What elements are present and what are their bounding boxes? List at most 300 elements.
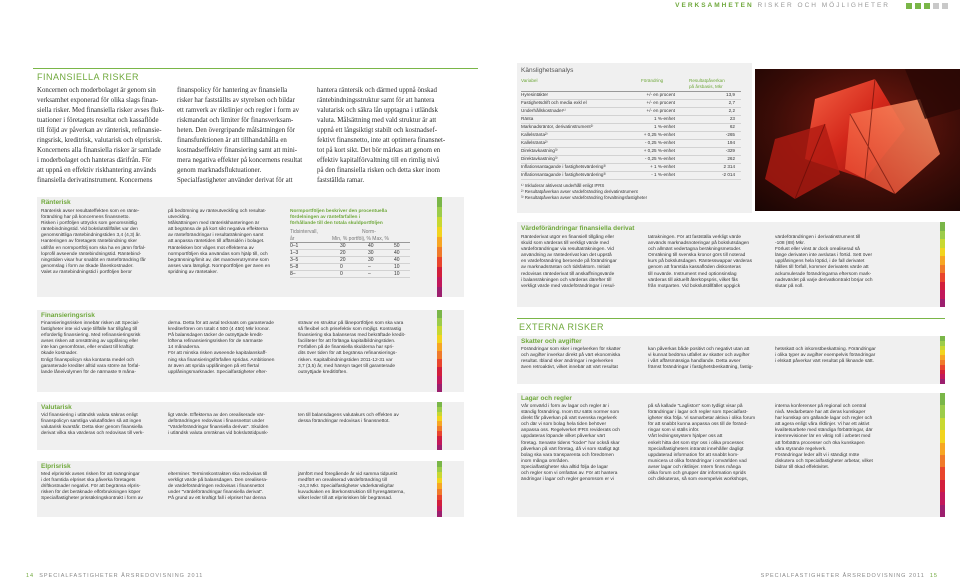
section-rule	[33, 68, 478, 69]
text-line: Förlust eller vinst är dock orealiserad så	[775, 247, 860, 253]
norm-table-cell: 20	[340, 257, 346, 263]
text-line: bidrar till ökad effektivitet.	[775, 464, 830, 470]
text-line: -24,3 Mkr. Specialfastigheter väderkänslig/tar	[298, 484, 394, 490]
risk-scale-segment	[940, 379, 945, 384]
text-line: kuvudsaken en återkonstruktion till hyresgästerna,	[298, 490, 405, 496]
text-line: "Värdeförändringar finansiella derivat". Skulden	[168, 425, 269, 431]
page-number: 14	[26, 573, 35, 579]
norm-table-cell: 0	[340, 271, 343, 277]
page-number: 15	[929, 573, 938, 579]
text-line: derivat vilka ska värderas och redovisas till verk-	[41, 431, 144, 437]
text-line: Risken i portföljen uttrycks som genomsnittlig	[41, 221, 137, 227]
text-line: upplåningens hela löptid, i de fall derivatet	[775, 259, 865, 265]
text-line: finansfunktionen är att tillhandahålla en	[177, 137, 287, 144]
text-line: utveckling.	[168, 215, 191, 221]
text-line: ökade kostnader.	[41, 351, 78, 357]
risk-scale-segment	[437, 310, 442, 318]
section-title: FINANSIELLA RISKER	[37, 72, 140, 82]
text-line: ett ramverk av riktlinjer och regler i form av	[177, 107, 300, 114]
risk-scale-segment	[940, 248, 945, 257]
risk-scale-segment	[437, 277, 442, 287]
norm-table-cell: 5–8	[290, 264, 299, 270]
risk-scale-segment	[940, 299, 945, 308]
risk-scale-segment	[940, 467, 945, 479]
risk-scale-bar	[940, 393, 945, 517]
text-line: Specialfastigheter ska alltid följa de lagar	[521, 464, 608, 470]
text-line: verkligt värde med värdeförändringar i resul-	[521, 283, 616, 289]
sensitivity-cell: +/- en procent	[646, 108, 675, 113]
text-line: loprofil avseende räntebindningstid. Räntebind-	[41, 251, 142, 257]
sensitivity-row	[521, 172, 741, 180]
text-line: deförändringen redovisas i finansnettot under	[168, 419, 265, 425]
footer-left	[26, 573, 203, 579]
sensitivity-cell: Inflationsantagande i fastighetsvärdering³⁾	[521, 172, 607, 177]
footer-title: SPECIALFASTIGHETER ÅRSREDOVISNING 2011	[760, 573, 925, 579]
sensitivity-row	[521, 108, 741, 116]
skatter-col-2	[648, 347, 783, 371]
text-line: För att minska risken avseende kapitalanskaff-	[168, 351, 267, 357]
text-line: Valet av räntebindningstid i portföljen beror	[41, 269, 132, 275]
sensitivity-cell: Fastighetsdrift och media exkl el	[521, 100, 587, 105]
text-line: kan påverkas både positivt och negativt utan att	[648, 347, 750, 352]
risk-scale-segment	[940, 443, 945, 455]
text-line: anses vara lämpligt. Normportföljen ger även en	[168, 263, 271, 269]
vardeforandringar-col-3	[775, 235, 915, 290]
text-line: förändring har på koncernens finansnetto.	[41, 215, 130, 221]
text-line: värderas till aktuellt återköpspris, vilket fås	[648, 277, 738, 283]
risk-scale-bar	[940, 222, 945, 307]
text-line: och avgifter inverkar direkt på värt ekonomiska	[521, 353, 621, 359]
text-line: risken för det beräknade elförbrukningen köper	[41, 490, 141, 496]
lagar-title: Lagar och regler	[521, 395, 572, 402]
text-line: valutarisk kvarstår. Detta sker genom finansiella	[41, 425, 143, 431]
sensitivity-cell: -265	[725, 132, 735, 137]
text-line: våra styrande regelverk.	[775, 446, 827, 452]
text-line: hålles till förfall, kommer derivatets värde att	[775, 265, 869, 271]
norm-table	[290, 229, 410, 278]
ranterisk-col-1	[41, 209, 171, 276]
intro-col-2	[177, 86, 327, 186]
sensitivity-cell: Hyresintäkter	[521, 92, 549, 97]
text-line: till följd av påverkan av ränterisk, refinansie-	[37, 127, 162, 134]
sensitivity-cell: -329	[725, 148, 735, 153]
text-line: Vårt ledningssystem hjälper oss att	[648, 434, 723, 440]
sensitivity-cell: 2,2	[728, 108, 735, 113]
text-line: av ränteförändringar i resultaträkningen samt	[168, 233, 264, 239]
sensitivity-cell: Direktavkastning³⁾	[521, 156, 558, 161]
text-line: Vid finansiering i utländsk valuta säkras enligt	[41, 413, 138, 418]
text-line: är även att sprida upplåningen på ett flertal	[168, 363, 259, 369]
col-head-resultat: på årsbasis, Mkr	[689, 84, 723, 89]
risk-scale-segment	[437, 359, 442, 367]
text-line: Specialfastigheter prissäkringskontrakt i form av	[41, 496, 143, 502]
text-line: internrevisioner lär en viktig roll i arbetet med	[775, 434, 871, 440]
text-line: från motparten. Vid bokslutstillfället uppgick	[648, 283, 741, 289]
sensitivity-cell: 62	[729, 124, 735, 129]
norm-heading-line: Normportföljen beskriver den procentuella	[290, 209, 388, 214]
text-line: normportföljen ska användas som hjälp till, och	[168, 251, 268, 257]
text-line: medfört en orealiserad värdeförändring till	[298, 478, 387, 484]
text-line: finansiella derivatinstrument. Koncernens	[37, 177, 153, 184]
text-line: Räntederivat utgör en finansiell tillgång eller	[521, 235, 615, 240]
text-line: resultat. Ibland sker ändringar i regelverken	[521, 359, 614, 365]
risk-scale-bar	[437, 310, 442, 392]
text-line: direkt får påverkan på värt svenska regelverk	[521, 416, 617, 422]
text-line: genom att framtida kassaflöden diskonteras	[648, 265, 741, 271]
text-line: avses risken att omsättning av upplåning eller	[41, 339, 139, 345]
text-line: Specialfastigheters intranät innehåller dagligt	[648, 446, 744, 452]
risk-scale-segment	[437, 326, 442, 334]
sensitivity-title: Känslighetsanalys	[521, 67, 574, 74]
text-line: mera negativa effekter på koncernens resultat	[177, 157, 303, 164]
norm-table-cell: 8–	[290, 271, 296, 277]
finansieringsrisk-col-2	[168, 321, 298, 376]
ranterisk-title: Ränterisk	[41, 199, 71, 206]
text-line: elterminer. Terminskontrakten ska redovisas till	[168, 472, 268, 477]
valutarisk-col-1	[41, 413, 171, 437]
lagar-col-1	[521, 404, 651, 483]
text-line: kostnadseffektiv finansiering samt att mini-	[177, 147, 298, 154]
elprisrisk-col-3	[298, 472, 433, 502]
risk-scale-segment	[940, 480, 945, 492]
text-line: vilket leder till att elprisrisken blir begränsad.	[298, 496, 393, 502]
norm-table-cell: 1–3	[290, 250, 299, 256]
text-line: ligt värde. Effekterna av den orealiserade vär-	[168, 413, 265, 418]
footer-title: SPECIALFASTIGHETER ÅRSREDOVISNING 2011	[39, 573, 204, 579]
sensitivity-cell: 1 %-enhet	[654, 124, 675, 129]
sensitivity-cell: Kallelsränta²⁾	[521, 140, 548, 145]
sensitivity-row	[521, 116, 741, 124]
text-line: fektivt finansnetto, inte att optimera finansnet-	[317, 137, 446, 144]
sensitivity-cell: + 1 %-enhet	[650, 164, 675, 169]
text-line: risken. Kapitalbindningstiden 2011-12-31 var	[298, 357, 393, 363]
risk-scale-segment	[437, 267, 442, 277]
text-line: Vår omvärld i form av lagar och regler är i	[521, 404, 610, 409]
text-line: förändringar i lagar och regler som Specialfast-	[648, 410, 748, 416]
text-line: enkelt hitta det som styr oss i olika processer.	[648, 440, 745, 446]
risk-scale-segment	[437, 257, 442, 267]
risk-scale-segment	[940, 290, 945, 299]
norm-table-cell: 40	[394, 257, 400, 263]
intro-col-3	[317, 86, 467, 186]
sensitivity-cell: - 0,25 %-enhet	[644, 156, 675, 161]
text-line: hantera räntersik och därmed uppnå önskad	[317, 87, 437, 94]
norm-col-head: Tidsintervall,	[290, 229, 318, 235]
text-line: tot på kort sikt. Det bör märkas att genom en	[317, 147, 441, 154]
sensitivity-cell: +/- en procent	[646, 100, 675, 105]
risk-scale-bar	[940, 336, 945, 384]
skatter-col-1	[521, 347, 651, 371]
norm-table-cell: 10	[394, 271, 400, 277]
text-line: och allmänt vedertagna beräkningsmetoder.	[648, 247, 742, 253]
sensitivity-cell: 13,9	[726, 92, 735, 97]
text-line: värdeförändringen i derivatinstrument till	[775, 235, 861, 240]
text-line: för att snabbt kunna anpassa oss till de föränd-	[648, 422, 748, 428]
lagar-col-2	[648, 404, 783, 483]
text-line: och regler som vi omfattas av. För att hantera	[521, 471, 618, 477]
risk-scale-segment	[437, 207, 442, 217]
finansieringsrisk-col-1	[41, 321, 171, 376]
text-line: ten till balansdagens valutakurs och effekten av	[298, 413, 399, 418]
elprisrisk-col-1	[41, 472, 171, 502]
text-line: effektiv kapitalförvaltning till en rimlig nivå	[317, 157, 440, 164]
text-line: på så kallade "Lagliston" som tydligt visar på	[648, 404, 743, 409]
risk-scale-segment	[437, 445, 442, 450]
text-line: Målsättningen med ränteriskhanteringen är	[168, 221, 260, 227]
text-line: räntebindningstid. Vid bokslutstillfället var den	[41, 227, 138, 233]
risk-scale-segment	[437, 197, 442, 207]
vardeforandringar-col-1	[521, 235, 651, 290]
text-line: i utländsk valuta omräknas vid bokslutstidpunk-	[168, 431, 269, 437]
norm-table-row	[290, 250, 410, 257]
text-line: begränsning/limit av, det manöverutrymme som	[168, 257, 269, 263]
risk-scale-bar	[437, 197, 442, 297]
text-line: risker har fastställts av styrelsen och bildar	[177, 97, 295, 104]
text-line: krediterfören om totalt 4 500 (4 450) Mkr kronor.	[168, 327, 270, 333]
text-line: På balansdagen täcker de outnyttjade kredit-	[168, 333, 264, 339]
text-line: 3,7 (3,5) år, med hänsyn taget till garanterade	[298, 363, 396, 369]
risk-scale-segment	[940, 239, 945, 248]
text-line: räntebindningsstruktur samt för att hantera	[317, 97, 435, 104]
text-line: Förfallen på de finansiella skulderna har spri-	[298, 345, 394, 351]
vardeforandringar-col-2	[648, 235, 778, 290]
text-line: att uppnå en effektiv riskhantering används	[37, 167, 157, 174]
text-line: Med elprisrisk avses risken för att svängningar	[41, 472, 140, 477]
text-line: olika forum och grupper där information sprids	[648, 471, 746, 477]
text-line: att anpassa räntetiden till affärsidén i bolaget.	[168, 239, 265, 245]
text-line: de värdeförändringen redovisas i finansnettot	[168, 484, 264, 490]
text-line: uppdaterad information för att snabbt kom-	[648, 452, 739, 458]
text-line: en värdeförändring beroende på förändringar	[521, 259, 617, 265]
text-line: Räntelisken bör våges mot effekterna av	[168, 245, 254, 251]
risk-scale-segment	[940, 393, 945, 405]
text-line: erforderlig finansiering. Med refinansieringsrisk	[41, 333, 141, 339]
text-line: outnyttjade kreditlöften.	[298, 369, 348, 375]
risk-scale-segment	[940, 273, 945, 282]
sensitivity-cell: Inflationsantagande i fastighetsvärdering³⁾	[521, 164, 607, 169]
section-rule	[517, 318, 945, 319]
text-line: i olika typer av avgifter exempelvis förändringar	[775, 353, 876, 359]
risk-scale-segment	[437, 217, 442, 227]
text-line: ringsrisk, kreditrisk, valutarisk och elprisrisk.	[37, 137, 163, 144]
sensitivity-row	[521, 132, 741, 140]
text-line: inte kan genomföras, eller endast till kraftigt	[41, 345, 134, 351]
norm-table-cell: 20	[340, 250, 346, 256]
text-line: interna konferenser på regional och central	[775, 404, 867, 409]
running-header	[675, 2, 890, 9]
valutarisk-col-2	[168, 413, 298, 437]
text-line: och diskuteras, så som exempelvis workshops,	[648, 477, 748, 483]
text-line: länge derivaten inte avslutas i förtid. Sett över	[775, 253, 873, 259]
text-line: på bedömning av ränteutveckling och resultat-	[168, 209, 267, 214]
text-line: ringar som vi ställs inför.	[648, 428, 700, 434]
norm-table-cell: 50	[394, 243, 400, 249]
ranterisk-col-2	[168, 209, 293, 276]
text-line: verkligt värde på balansdagen. Den orealisera-	[168, 478, 268, 484]
sensitivity-cell: 1 %-enhet	[654, 116, 675, 121]
text-line: inom många områden.	[521, 458, 569, 464]
text-line: -108 (88) Mkr.	[775, 241, 805, 247]
text-line: redovisas räntederivat till anskaffningsvärde	[521, 271, 615, 277]
text-line: på den finansiella risken och detta sker inom	[317, 167, 441, 174]
risk-scale-segment	[437, 351, 442, 359]
risk-scale-segment	[940, 222, 945, 231]
sensitivity-cell: +/- en procent	[646, 92, 675, 97]
risk-scale-segment	[940, 430, 945, 442]
sensitivity-cell: + 0,25 %-enhet	[643, 132, 675, 137]
sensitivity-cell: Ränta	[521, 116, 534, 121]
sensitivity-cell: 2 314	[723, 164, 735, 169]
risk-scale-segment	[437, 343, 442, 351]
norm-table-cell: 10	[394, 264, 400, 270]
text-line: till nuvärde. Instrument med optionsinslag	[648, 271, 737, 277]
text-line: genom marknadsfluktuationer.	[177, 167, 262, 174]
finansieringsrisk-col-3	[298, 321, 433, 376]
sensitivity-row	[521, 164, 741, 172]
risk-scale-segment	[940, 231, 945, 240]
norm-table-cell: 3–5	[290, 257, 299, 263]
sensitivity-cell: 23	[729, 116, 735, 121]
elprisrisk-col-2	[168, 472, 298, 502]
norm-table-cell: –	[368, 264, 371, 270]
running-title-topic: RISKER OCH MÖJLIGHETER	[757, 2, 890, 9]
text-line: företag. Senaste tidens "koder" har också skar	[521, 440, 620, 446]
risk-scale-segment	[437, 318, 442, 326]
text-line: bolag ska vara transparenta och föredömen	[521, 452, 614, 458]
risk-scale-segment	[940, 256, 945, 265]
risk-scale-segment	[437, 227, 442, 237]
text-line: skuld som värderas till verkligt värde med	[521, 241, 609, 247]
norm-table-row	[290, 257, 410, 264]
valutarisk-col-3	[298, 413, 433, 425]
norm-table-row	[290, 271, 410, 278]
sensitivity-header	[521, 78, 741, 92]
sensitivity-cell: Direktavkastning³⁾	[521, 148, 558, 153]
text-line: Finansieringsrisken innebär risken att Special-	[41, 321, 140, 326]
risk-scale-segment	[437, 511, 442, 517]
col-head-resultat: Resultatpåverkan	[689, 78, 725, 83]
text-line: löftena refinansieringsrisken för de närmaste	[168, 339, 263, 345]
text-line: har kunskap om gällande lagar och regler och	[775, 416, 873, 422]
text-line: ning ska finansieringsförfallen spridas. Ambitionen	[168, 357, 275, 363]
norm-table-row	[290, 243, 410, 250]
text-line: driftkostnader negativt. För att begränsa elpris-	[41, 484, 141, 490]
risk-scale-segment	[437, 367, 442, 375]
finansieringsrisk-title: Finansieringsrisk	[41, 312, 95, 319]
text-line: användning av räntederivat kan det uppstå	[521, 253, 612, 259]
text-line: i moderbolaget och hanteras därifrån. För	[37, 157, 152, 164]
text-line: Omräkning till svenska kronor görs till noterad	[648, 253, 746, 259]
vardeforandringar-title: Värdeförändringar finansiella derivat	[521, 225, 635, 232]
risk-scale-segment	[940, 492, 945, 504]
text-line: i det framtida elpriset ska påverka företagets	[41, 478, 136, 484]
norm-table-cell: 40	[368, 243, 374, 249]
text-line: diskutera och Specialfastigheter arbetar, vilket	[775, 458, 873, 464]
risk-scale-segment	[940, 455, 945, 467]
norm-table-cell: 0	[340, 264, 343, 270]
norm-table-cell: 30	[368, 257, 374, 263]
text-line: så flexibel och prisefektiv som möjligt. Kontrastig	[298, 327, 402, 333]
text-line: vi kunnat bedöma utfallet av skatter och avgifter	[648, 353, 750, 359]
text-line: 14 månaderna.	[168, 345, 201, 351]
norm-table-heading	[290, 209, 387, 227]
text-line: riskmandat och limiter för finansverksam-	[177, 117, 294, 124]
red-leaves-image	[755, 69, 960, 211]
text-line: utifrån en normportfölj som ska ha en jämn förfal-	[41, 245, 146, 251]
text-line: i balansräkningen och värderas därefter till	[521, 277, 612, 283]
risk-scale-segment	[437, 376, 442, 384]
text-line: slutar på noll.	[775, 283, 804, 289]
text-line: derna. Detta för att avtal tecknats om garanterade	[168, 321, 274, 326]
text-line: anpassa oss. Regelverket IFRS reviderats och	[521, 428, 620, 434]
text-line: finanspolicyn samtliga valutaflöden så att ingen	[41, 419, 142, 425]
text-line: tatrakningen. För att fastställa verkligt värde	[648, 235, 742, 240]
col-head-variabel: Variabel	[521, 78, 538, 83]
text-line: verksamhet exponerad för olika slags finan-	[37, 97, 159, 104]
text-line: används marknadsnoteringar på bokslutsdagen	[648, 241, 750, 247]
text-line: spridning av räntetaker.	[168, 269, 218, 275]
sensitivity-cell: 262	[727, 156, 735, 161]
text-line: strävar en struktur på låneportföljen som ska vara	[298, 321, 404, 326]
text-line: jämfört med föregående år vid samma tidpunkt	[298, 472, 398, 477]
text-line: påverkan på värt företag, då vi som statligt ägt	[521, 446, 620, 452]
sensitivity-cell: Marknadsräntor, derivatinstrument²⁾	[521, 124, 594, 129]
norm-heading-line: fördelningen av räntefärfallen i	[290, 215, 361, 221]
skatter-title: Skatter och avgifter	[521, 338, 582, 345]
risk-scale-segment	[437, 384, 442, 392]
text-line: faciliteter för att förlänga kapitalbildningstiden.	[298, 339, 396, 345]
norm-table-header	[290, 229, 410, 243]
valutarisk-title: Valutarisk	[41, 404, 72, 411]
text-line: ackumulerade förändringarna eftersom mark-	[775, 271, 872, 277]
sensitivity-row	[521, 92, 741, 100]
text-line: siella risker. Med finansiella risker avses fluk-	[37, 107, 165, 114]
norm-table-cell: 30	[368, 250, 374, 256]
norm-table-row	[290, 264, 410, 271]
text-line: fastigheter inte vid varje tillfälle har tillgång till	[41, 327, 137, 333]
text-line: genomsnittliga räntebindningstiden 3,4 (4,3) år.	[41, 233, 141, 239]
text-line: främst förändringar i fastighetsbeskattning, fastig-	[648, 365, 754, 371]
risk-scale-segment	[437, 287, 442, 297]
risk-scale-segment	[940, 282, 945, 291]
text-line: municera ut olika förändringar i omvärlden vad	[648, 458, 747, 464]
text-line: ³⁾ Resultatpåverkan avser värdeförändring förvaltningsfastigheter	[521, 195, 648, 200]
text-line: Specialfastigheter använder derivat för att	[177, 177, 293, 184]
text-line: även retroaktivt, vilket innebär att värt resultat	[521, 365, 618, 371]
text-line: finansiering ska balanseras med bekräftade kredit-	[298, 333, 406, 339]
sensitivity-notes	[521, 183, 746, 201]
text-line: fastställda ramar.	[317, 177, 365, 184]
risk-scale-segment	[940, 418, 945, 430]
text-line: ¹⁾ Inkluderar aktiverat underhåll enligt IFRS	[521, 183, 605, 188]
norm-col-head: år	[290, 236, 295, 242]
norm-table-cell: 40	[394, 250, 400, 256]
text-line: att agera enligt våra riktlinjer. Vi har ett aktivt	[775, 422, 870, 428]
text-line: Koncernen och moderbolaget är genom sin	[37, 87, 156, 94]
external-risks-title: EXTERNA RISKER	[519, 322, 605, 332]
text-line: På grund av ett kraftigt fall i elpriset har denna	[168, 496, 266, 502]
text-line: Förändringar som sker i regelverken för skatter	[521, 347, 621, 352]
text-line: Förändringar leder allt vi i ständigt möte	[775, 452, 860, 458]
text-line: ständig förändring. Inom EU sätts normer som	[521, 410, 620, 416]
text-line: i elskatt påverkar värt resultat på liknande sätt.	[775, 359, 874, 365]
norm-table-cell: –	[368, 271, 371, 277]
text-line: hetsskatt och inkomstbeskattning. Förändringar	[775, 347, 876, 352]
skatter-col-3	[775, 347, 915, 365]
risk-scale-segment	[940, 505, 945, 517]
text-line: i vårt affärsmässiga handlande. Detta avser	[648, 359, 741, 365]
intro-col-1	[37, 86, 177, 186]
